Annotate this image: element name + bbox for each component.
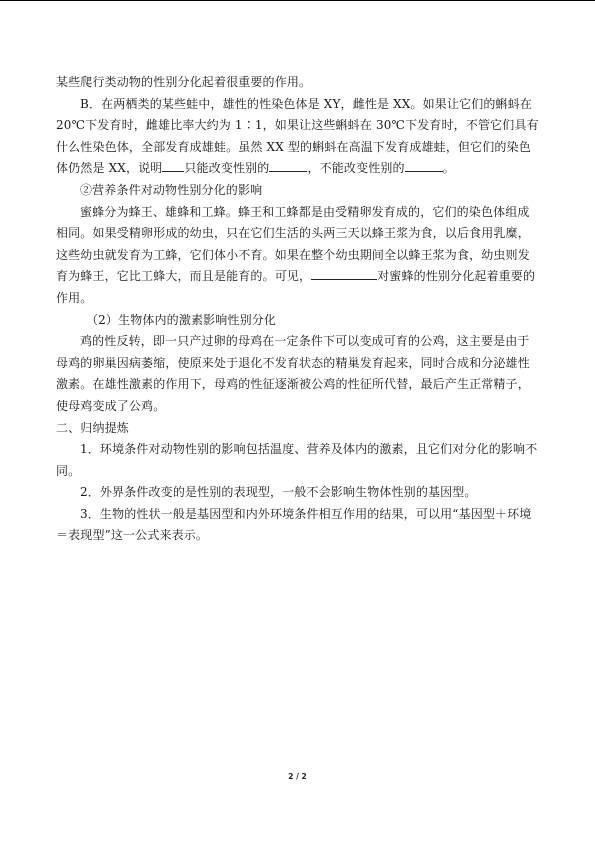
paragraph-bee — [56, 202, 540, 310]
frog-text-c: ，不能改变性别的 — [307, 161, 405, 176]
frog-text-b: 只能改变性别的 — [184, 161, 270, 176]
page-number: 2 / 2 — [288, 772, 307, 781]
answer-blank-4 — [311, 266, 377, 280]
document-body — [56, 72, 540, 547]
frog-text-d: 。 — [442, 161, 455, 176]
bee-text-b: 对蜜蜂的性别分化起着重要的作用。 — [56, 269, 536, 305]
bee-text-a: 蜜蜂分为蜂王、雄蜂和工蜂。蜂王和工蜂都是由受精卵发育成的，它们的染色体组成相同。如果受精卵形成的幼虫，只在它们生活的头两三天以蜂王浆为食，以后食用乳糜，这些幼虫就发育为工蜂，它们体小不育。如果在整个幼虫期间全以蜂王浆为食，幼虫则发育为蜂王，它比工蜂大，而且是能育的。可见， — [56, 204, 530, 284]
answer-blank-2 — [269, 158, 307, 172]
header-rule — [0, 0, 595, 1]
summary-item-3: 3．生物的性状一般是基因型和内外环境条件相互作用的结果，可以用“基因型＋环境＝表现型”这一公式来表示。 — [56, 506, 532, 543]
summary-item-2: 2．外界条件改变的是性别的表现型，一般不会影响生物体性别的基因型。 — [80, 485, 477, 500]
paragraph-chicken: 鸡的性反转，即一只产过卵的母鸡在一定条件下可以变成可育的公鸡，这主要是由于母鸡的卵巢因病萎缩，使原来处于退化不发育状态的精巢发育起来，同时合成和分泌雄性激素。在雄性激素的作用下，母鸡的性征逐渐被公鸡的性征所代替，最后产生正常精子，使母鸡变成了公鸡。 — [56, 334, 530, 413]
subheading-nutrition: ②营养条件对动物性别分化的影响 — [80, 182, 263, 197]
paragraph-frog — [56, 94, 540, 180]
summary-item-1: 1．环境条件对动物性别的影响包括温度、营养及体内的激素，且它们对分化的影响不同。 — [56, 442, 538, 478]
frog-text-a: B．在两栖类的某些蛙中，雄性的性染色体是 XY，雌性是 XX。如果让它们的蝌蚪在 20℃下发育时，雌雄比率大约为 1∶1，如果让这些蝌蚪在 30℃下发育时，不管它们具有什么性染色体，全部发育成雄蛙。虽然 XX 型的蝌蚪在高温下发育成雄蛙，但它们的染色体仍然是 XX，说明 — [56, 96, 539, 176]
paragraph-reptile: 某些爬行类动物的性别分化起着很重要的作用。 — [56, 75, 312, 89]
answer-blank-3 — [405, 158, 443, 172]
subheading-hormone: （2）生物体内的激素影响性别分化 — [86, 312, 277, 327]
section-heading: 二、归纳提炼 — [56, 420, 129, 435]
answer-blank-1 — [162, 158, 184, 172]
